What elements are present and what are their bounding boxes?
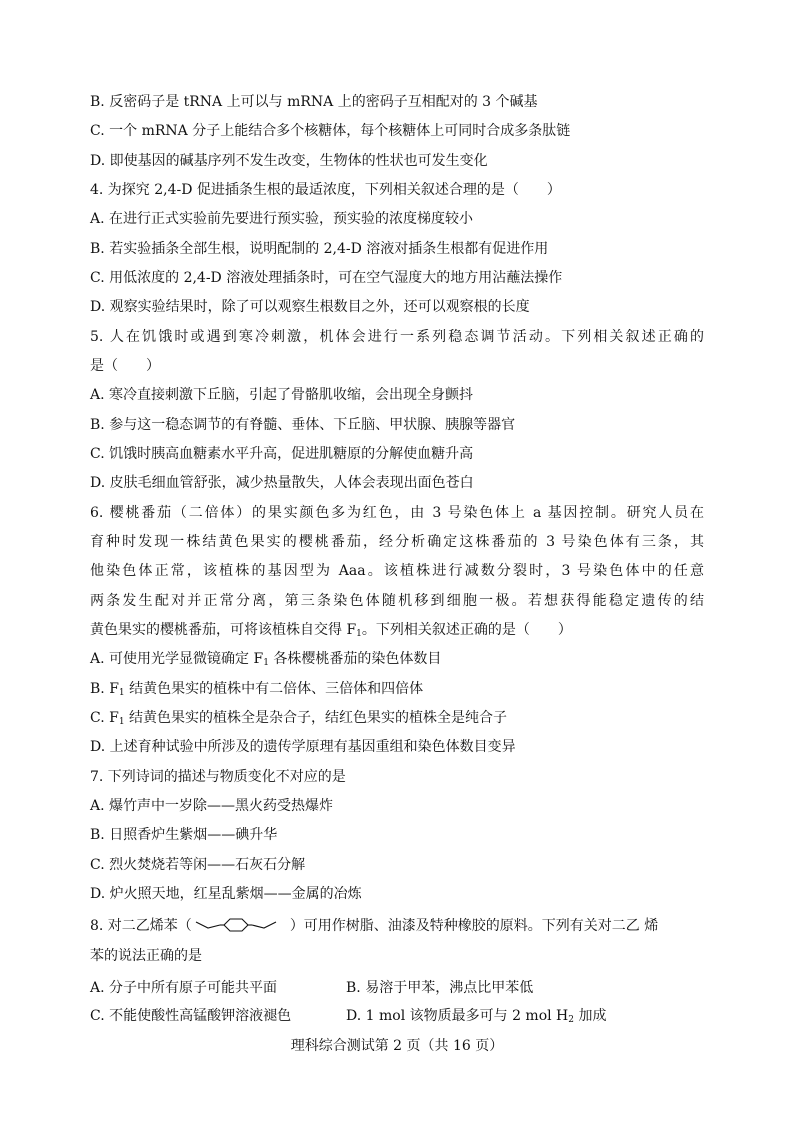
option-text: D. 1 mol 该物质最多可与 2 mol H: [346, 1008, 569, 1024]
q8-option-b: B. 易溶于甲苯，沸点比甲苯低: [346, 980, 534, 996]
option-text: C. F: [90, 710, 119, 726]
q7-option-d: D. 炉火照天地，红星乱紫烟——金属的冶炼: [90, 886, 362, 902]
page-footer: 理科综合测试第 2 页（共 16 页）: [290, 1038, 504, 1054]
q4-stem: 4. 为探究 2,4-D 促进插条生根的最适浓度，下列相关叙述合理的是（ ）: [90, 182, 561, 198]
q6-stem-line-4: 两条发生配对并正常分离，第三条染色体随机移到细胞一极。若想获得能稳定遗传的结: [90, 593, 704, 609]
q4-option-d: D. 观察实验结果时，除了可以观察生根数目之外，还可以观察根的长度: [90, 299, 530, 315]
option-text: A. 可使用光学显微镜确定 F: [90, 651, 264, 667]
q4-option-c: C. 用低浓度的 2,4-D 溶液处理插条时，可在空气湿度大的地方用沾蘸法操作: [90, 270, 563, 286]
q5-stem-line-1: 5. 人在饥饿时或遇到寒冷刺激，机体会进行一系列稳态调节活动。下列相关叙述正确的: [90, 329, 704, 345]
q8-stem-text: ）可用作树脂、油漆及特种橡胶的原料。下列有关对二乙 烯: [289, 918, 659, 934]
q7-option-b: B. 日照香炉生紫烟——碘升华: [90, 827, 278, 843]
q5-option-d: D. 皮肤毛细血管舒张，减少热量散失，人体会表现出面色苍白: [90, 475, 474, 491]
q3-option-d: D. 即使基因的碱基序列不发生改变，生物体的性状也可发生变化: [90, 153, 488, 169]
q3-option-b: B. 反密码子是 tRNA 上可以与 mRNA 上的密码子互相配对的 3 个碱基: [90, 94, 538, 110]
q4-option-a: A. 在进行正式实验前先要进行预实验，预实验的浓度梯度较小: [90, 211, 474, 227]
q5-option-b: B. 参与这一稳态调节的有脊髓、垂体、下丘脑、甲状腺、胰腺等器官: [90, 417, 516, 433]
q6-option-a: [90, 649, 441, 673]
option-text: B. F: [90, 681, 119, 697]
q7-stem: 7. 下列诗词的描述与物质变化不对应的是: [90, 769, 346, 785]
q3-option-c: C. 一个 mRNA 分子上能结合多个核糖体，每个核糖体上可同时合成多条肽链: [90, 123, 571, 139]
subscript: 2: [568, 1015, 574, 1025]
option-text: 各株樱桃番茄的染色体数目: [268, 651, 442, 667]
q5-option-a: A. 寒冷直接刺激下丘脑，引起了骨骼肌收缩，会出现全身颤抖: [90, 387, 474, 403]
q7-option-c: C. 烈火焚烧若等闲——石灰石分解: [90, 857, 306, 873]
divinylbenzene-structure-icon: [192, 914, 290, 936]
q5-option-c: C. 饥饿时胰高血糖素水平升高，促进肌糖原的分解使血糖升高: [90, 446, 474, 462]
q8-option-a: A. 分子中所有原子可能共平面: [90, 980, 278, 996]
q6-stem-line-1: 6. 樱桃番茄（二倍体）的果实颜色多为红色，由 3 号染色体上 a 基因控制。研究人员在: [90, 505, 704, 521]
q4-option-b: B. 若实验插条全部生根，说明配制的 2,4-D 溶液对插条生根都有促进作用: [90, 241, 549, 257]
q6-stem-line-5: [90, 620, 572, 644]
option-text: 结黄色果实的植株全是杂合子，结红色果实的植株全是纯合子: [124, 710, 508, 726]
q6-stem-line-2: 育种时发现一株结黄色果实的樱桃番茄，经分析确定这株番茄的 3 号染色体有三条，其: [90, 534, 704, 550]
q5-stem-line-2: 是（ ）: [90, 358, 160, 374]
q8-option-c: C. 不能使酸性高锰酸钾溶液褪色: [90, 1008, 292, 1024]
subscript: 1: [356, 629, 362, 639]
q8-option-d: [346, 1006, 606, 1030]
q6-option-c: [90, 708, 507, 732]
q6-option-b: [90, 679, 423, 703]
q6-option-d: D. 上述育种试验中所涉及的遗传学原理有基因重组和染色体数目变异: [90, 739, 516, 755]
q6-stem-line-3: 他染色体正常，该植株的基因型为 Aaa。该植株进行减数分裂时，3 号染色体中的任意: [90, 563, 704, 579]
q8-stem-line-1: [90, 914, 658, 936]
q8-stem-text: 8. 对二乙烯苯（: [90, 918, 192, 934]
q8-stem-line-2: 苯的说法正确的是: [90, 948, 202, 964]
subscript: 1: [263, 658, 269, 668]
q6-stem-text: 。下列相关叙述正确的是（ ）: [361, 622, 572, 638]
q6-stem-text: 黄色果实的樱桃番茄，可将该植株自交得 F: [90, 622, 357, 638]
option-text: 加成: [574, 1008, 607, 1024]
q7-option-a: A. 爆竹声中一岁除——黑火药受热爆炸: [90, 798, 334, 814]
subscript: 1: [118, 717, 125, 727]
option-text: 结黄色果实的植株中有二倍体、三倍体和四倍体: [124, 681, 424, 697]
subscript: 1: [118, 688, 125, 698]
